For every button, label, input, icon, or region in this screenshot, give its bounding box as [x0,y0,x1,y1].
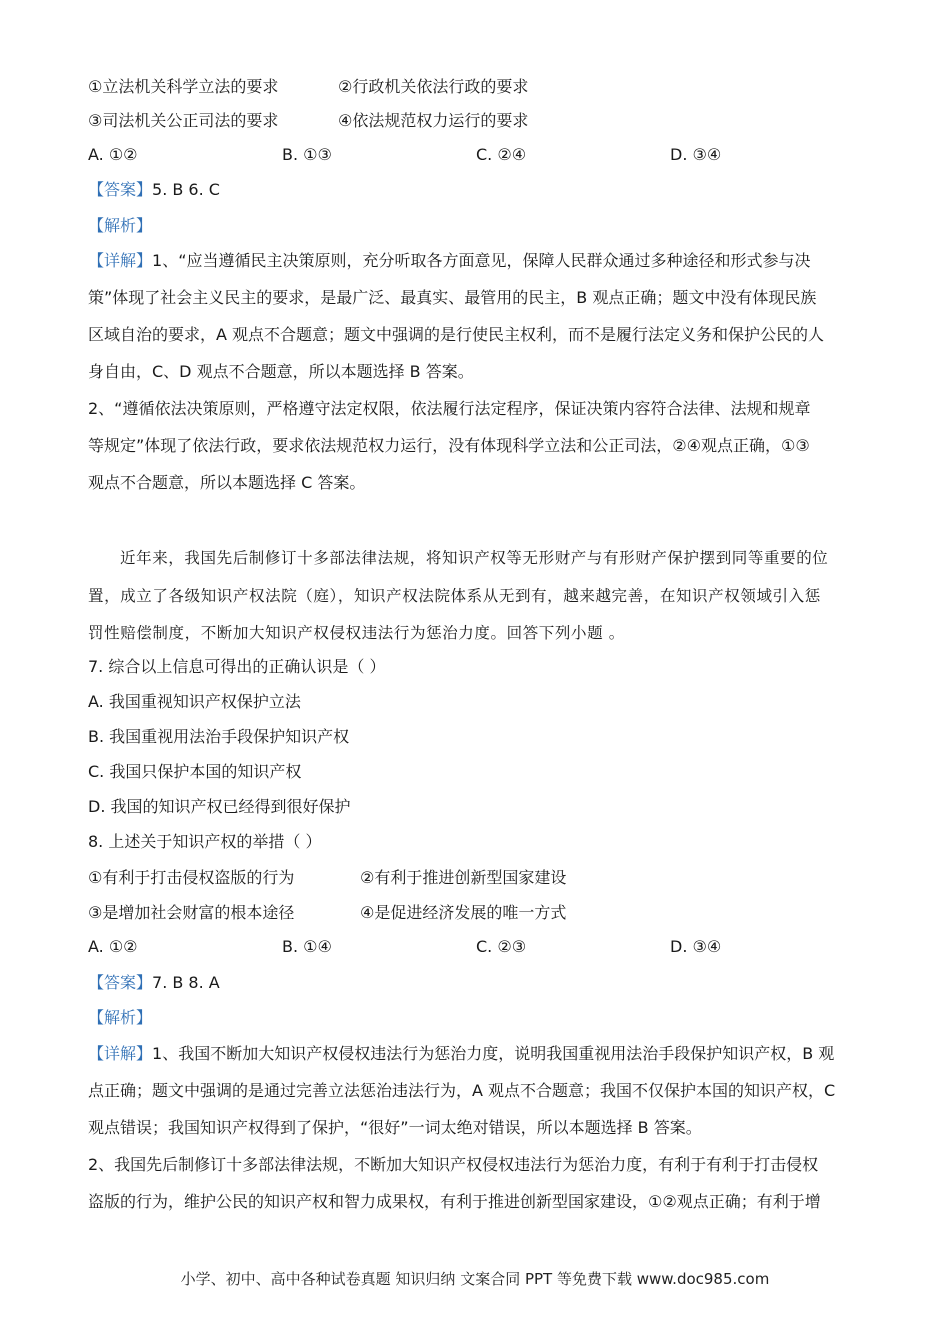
detail-line: 观点不合题意，所以本题选择 C 答案。 [88,473,366,492]
answer-value: 7. B 8. A [152,973,220,992]
detail-text: 1、我国不断加大知识产权侵权违法行为惩治力度，说明我国重视用法治手段保护知识产权，B 观 [152,1044,835,1063]
detail-line [88,1044,834,1064]
detail-line: 等规定”体现了依法行政，要求依法规范权力运行，没有体现科学立法和公正司法，②④观点正确，①③ [88,436,810,455]
q8-option-2: ②有利于推进创新型国家建设 [360,868,567,887]
q8-choice-a: A. ①② [88,937,138,956]
q6-option-4: ④依法规范权力运行的要求 [338,111,529,130]
material-line: 近年来，我国先后制修订十多部法律法规，将知识产权等无形财产与有形财产保护摆到同等重要的位 [120,549,829,567]
detail-line [88,251,811,271]
detail-line: 2、“遵循依法决策原则，严格遵守法定权限，依法履行法定程序，保证决策内容符合法律、法规和规章 [88,399,811,418]
q7-choice-b: B. 我国重视用法治手段保护知识产权 [88,727,350,746]
detail-line: 观点错误；我国知识产权得到了保护，“很好”一词太绝对错误，所以本题选择 B 答案。 [88,1118,702,1137]
answer-line-1 [88,180,220,200]
q7-choice-c: C. 我国只保护本国的知识产权 [88,762,302,781]
detail-label: 【详解】 [88,1044,153,1063]
q8-choice-d: D. ③④ [670,937,722,956]
detail-label: 【详解】 [88,251,153,270]
q8-option-3: ③是增加社会财富的根本途径 [88,903,295,922]
page-footer: 小学、初中、高中各种试卷真题 知识归纳 文案合同 PPT 等免费下载 www.doc985.com [180,1270,770,1288]
answer-label: 【答案】 [88,973,153,992]
q6-choice-d: D. ③④ [670,145,722,164]
detail-line: 策”体现了社会主义民主的要求，是最广泛、最真实、最管用的民主，B 观点正确；题文中没有体现民族 [88,288,817,307]
q8-choice-c: C. ②③ [476,937,527,956]
material-line: 置，成立了各级知识产权法院（庭），知识产权法院体系从无到有，越来越完善，在知识产权领域引入惩 [88,587,821,605]
q8-option-1: ①有利于打击侵权盗版的行为 [88,868,295,887]
answer-value: 5. B 6. C [152,180,220,199]
answer-line-2 [88,973,220,993]
detail-line: 区域自治的要求，A 观点不合题意；题文中强调的是行使民主权利，而不是履行法定义务和保护公民的人 [88,325,825,344]
q6-option-2: ②行政机关依法行政的要求 [338,77,529,96]
q6-option-1: ①立法机关科学立法的要求 [88,77,279,96]
detail-line: 盗版的行为，维护公民的知识产权和智力成果权，有利于推进创新型国家建设，①②观点正确；有利于增 [88,1192,821,1211]
q7-choice-a: A. 我国重视知识产权保护立法 [88,692,301,711]
detail-line: 身自由，C、D 观点不合题意，所以本题选择 B 答案。 [88,362,474,381]
q7-choice-d: D. 我国的知识产权已经得到很好保护 [88,797,351,816]
answer-label: 【答案】 [88,180,153,199]
material-line: 罚性赔偿制度，不断加大知识产权侵权违法行为惩治力度。回答下列小题 。 [88,624,625,642]
q6-option-3: ③司法机关公正司法的要求 [88,111,279,130]
detail-line: 2、我国先后制修订十多部法律法规，不断加大知识产权侵权违法行为惩治力度，有利于有利于打击侵权 [88,1155,819,1174]
detail-text: 1、“应当遵循民主决策原则，充分听取各方面意见，保障人民群众通过多种途径和形式参与决 [152,251,811,270]
q6-choice-b: B. ①③ [282,145,332,164]
q8-option-4: ④是促进经济发展的唯一方式 [360,903,567,922]
q7-stem: 7. 综合以上信息可得出的正确认识是（ ） [88,657,386,676]
q8-choice-b: B. ①④ [282,937,332,956]
q6-choice-c: C. ②④ [476,145,527,164]
analysis-label: 【解析】 [88,216,153,235]
q6-choice-a: A. ①② [88,145,138,164]
analysis-label: 【解析】 [88,1008,153,1027]
q8-stem: 8. 上述关于知识产权的举措（ ） [88,832,322,851]
detail-line: 点正确；题文中强调的是通过完善立法惩治违法行为，A 观点不合题意；我国不仅保护本国的知识产权，C [88,1081,836,1100]
